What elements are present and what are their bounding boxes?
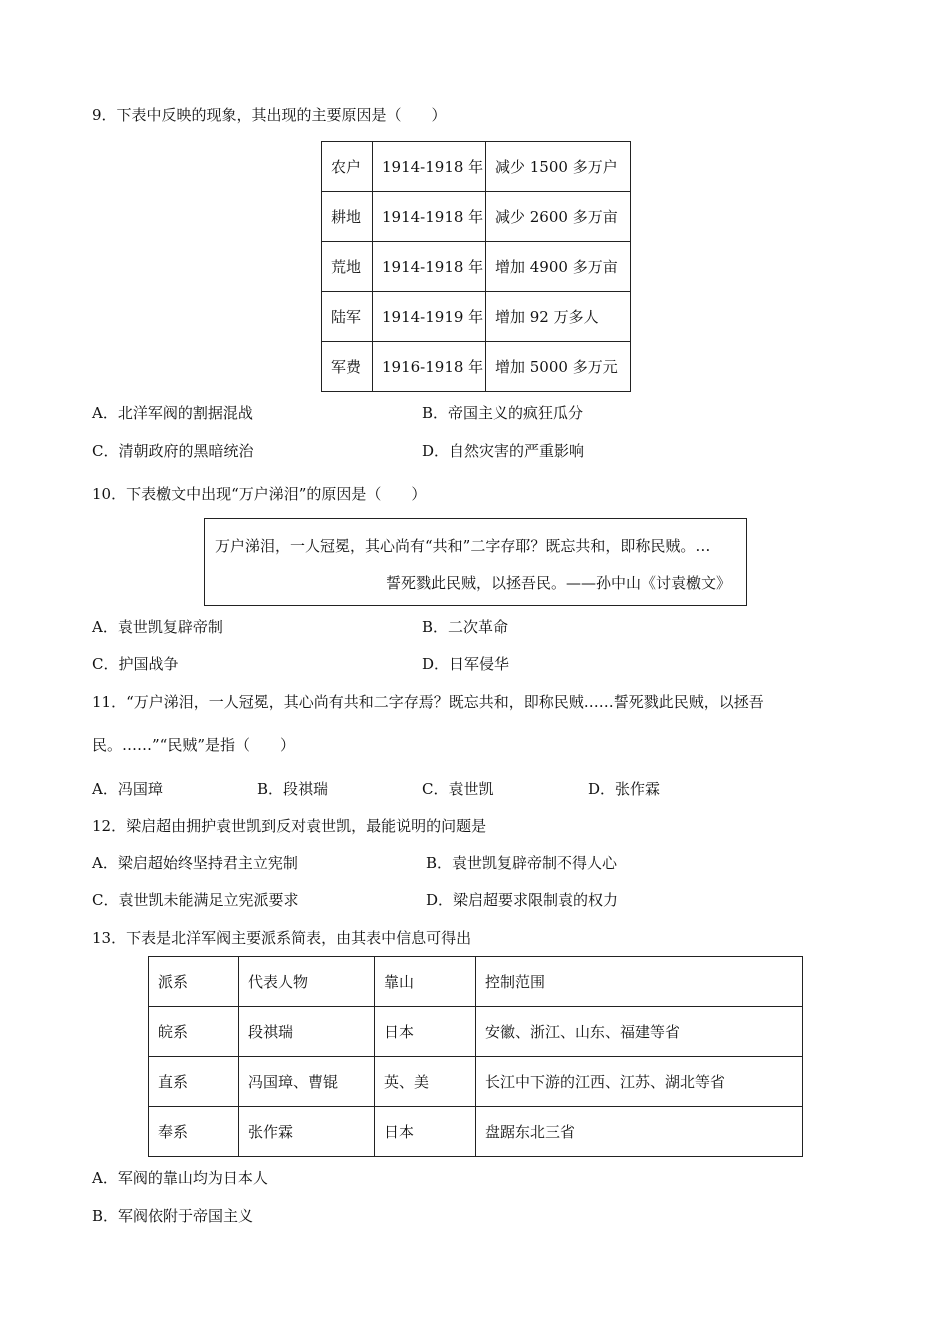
table-header-cell: 派系 xyxy=(149,957,239,1007)
table-cell: 增加 4900 多万亩 xyxy=(486,242,631,292)
q9-option-d[interactable]: D．自然灾害的严重影响 xyxy=(422,442,585,460)
table-header-cell: 控制范围 xyxy=(476,957,803,1007)
table-row xyxy=(322,242,631,292)
q13-option-a[interactable]: A．军阀的靠山均为日本人 xyxy=(92,1169,268,1187)
q9-stem: 9．下表中反映的现象，其出现的主要原因是（ ） xyxy=(92,106,447,124)
q10-option-d[interactable]: D．日军侵华 xyxy=(422,655,510,673)
table-header-row xyxy=(149,957,803,1007)
table-cell: 1914-1918 年 xyxy=(373,192,486,242)
table-row xyxy=(149,1107,803,1157)
q13-option-b[interactable]: B．军阀依附于帝国主义 xyxy=(92,1207,254,1225)
table-row xyxy=(149,1007,803,1057)
q9-option-b[interactable]: B．帝国主义的疯狂瓜分 xyxy=(422,404,584,422)
table-cell: 减少 2600 多万亩 xyxy=(486,192,631,242)
q10-quote-line2: 誓死戮此民贼，以拯吾民。——孙中山《讨袁檄文》 xyxy=(385,574,731,592)
table-cell: 减少 1500 多万户 xyxy=(486,142,631,192)
q11-option-a[interactable]: A．冯国璋 xyxy=(92,780,163,798)
table-cell: 增加 5000 多万元 xyxy=(486,342,631,392)
q13-stem: 13．下表是北洋军阀主要派系简表，由其表中信息可得出 xyxy=(92,929,472,947)
q9-option-a[interactable]: A．北洋军阀的割据混战 xyxy=(92,404,253,422)
table-cell: 段祺瑞 xyxy=(239,1007,375,1057)
table-row xyxy=(322,142,631,192)
table-cell: 1914-1919 年 xyxy=(373,292,486,342)
q13-table xyxy=(148,956,803,1157)
q9-table xyxy=(321,141,631,392)
table-cell: 农户 xyxy=(322,142,373,192)
table-cell: 增加 92 万多人 xyxy=(486,292,631,342)
table-cell: 盘踞东北三省 xyxy=(476,1107,803,1157)
q10-quote-line1: 万户涕泪，一人冠冕，其心尚有“共和”二字存耶？既忘共和，即称民贼。… xyxy=(215,537,711,555)
q10-stem: 10．下表檄文中出现“万户涕泪”的原因是（ ） xyxy=(92,485,427,503)
table-cell: 奉系 xyxy=(149,1107,239,1157)
table-cell: 1916-1918 年 xyxy=(373,342,486,392)
table-cell: 陆军 xyxy=(322,292,373,342)
table-row xyxy=(322,292,631,342)
q11-stem-line2: 民。……”“民贼”是指（ ） xyxy=(92,736,296,754)
q11-option-c[interactable]: C．袁世凯 xyxy=(422,780,494,798)
q11-option-b[interactable]: B．段祺瑞 xyxy=(257,780,329,798)
q9-option-c[interactable]: C．清朝政府的黑暗统治 xyxy=(92,442,254,460)
table-cell: 直系 xyxy=(149,1057,239,1107)
table-cell: 1914-1918 年 xyxy=(373,142,486,192)
table-cell: 皖系 xyxy=(149,1007,239,1057)
table-row xyxy=(149,1057,803,1107)
table-cell: 安徽、浙江、山东、福建等省 xyxy=(476,1007,803,1057)
q10-option-b[interactable]: B．二次革命 xyxy=(422,618,509,636)
q12-option-d[interactable]: D．梁启超要求限制袁的权力 xyxy=(426,891,619,909)
table-header-cell: 靠山 xyxy=(375,957,476,1007)
table-cell: 日本 xyxy=(375,1107,476,1157)
q12-stem: 12．梁启超由拥护袁世凯到反对袁世凯，最能说明的问题是 xyxy=(92,817,487,835)
table-cell: 英、美 xyxy=(375,1057,476,1107)
table-row xyxy=(322,342,631,392)
q12-option-c[interactable]: C．袁世凯未能满足立宪派要求 xyxy=(92,891,299,909)
table-row xyxy=(322,192,631,242)
q11-stem-line1: 11．“万户涕泪，一人冠冕，其心尚有共和二字存焉？既忘共和，即称民贼……誓死戮此民贼，以拯吾 xyxy=(92,693,764,711)
table-cell: 冯国璋、曹锟 xyxy=(239,1057,375,1107)
table-cell: 日本 xyxy=(375,1007,476,1057)
table-cell: 1914-1918 年 xyxy=(373,242,486,292)
table-cell: 荒地 xyxy=(322,242,373,292)
table-cell: 长江中下游的江西、江苏、湖北等省 xyxy=(476,1057,803,1107)
q10-option-c[interactable]: C．护国战争 xyxy=(92,655,179,673)
q11-option-d[interactable]: D．张作霖 xyxy=(588,780,661,798)
table-cell: 张作霖 xyxy=(239,1107,375,1157)
q12-option-b[interactable]: B．袁世凯复辟帝制不得人心 xyxy=(426,854,618,872)
table-cell: 耕地 xyxy=(322,192,373,242)
table-header-cell: 代表人物 xyxy=(239,957,375,1007)
q10-option-a[interactable]: A．袁世凯复辟帝制 xyxy=(92,618,223,636)
table-cell: 军费 xyxy=(322,342,373,392)
q10-quote-box xyxy=(204,518,747,606)
q12-option-a[interactable]: A．梁启超始终坚持君主立宪制 xyxy=(92,854,298,872)
